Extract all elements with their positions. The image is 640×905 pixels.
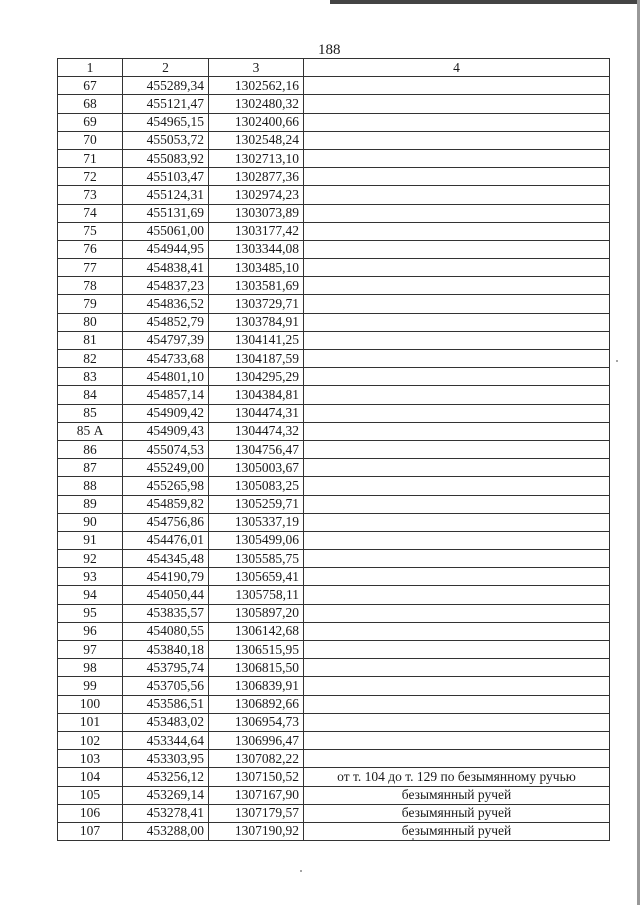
description-cell [304, 622, 610, 640]
x-coordinate-cell: 454190,79 [123, 568, 209, 586]
header-col-2: 2 [123, 59, 209, 77]
x-coordinate-cell: 455131,69 [123, 204, 209, 222]
description-cell: безымянный ручей [304, 822, 610, 840]
table-row [58, 804, 610, 822]
table-row [58, 768, 610, 786]
point-number-cell: 89 [58, 495, 123, 513]
description-cell [304, 586, 610, 604]
description-cell [304, 259, 610, 277]
x-coordinate-cell: 454838,41 [123, 259, 209, 277]
table-row [58, 277, 610, 295]
y-coordinate-cell: 1305003,67 [209, 459, 304, 477]
table-row [58, 204, 610, 222]
table-row [58, 622, 610, 640]
point-number-cell: 104 [58, 768, 123, 786]
description-cell [304, 204, 610, 222]
y-coordinate-cell: 1305585,75 [209, 550, 304, 568]
description-cell [304, 550, 610, 568]
table-row [58, 713, 610, 731]
table-row [58, 77, 610, 95]
table-row [58, 313, 610, 331]
point-number-cell: 84 [58, 386, 123, 404]
y-coordinate-cell: 1306839,91 [209, 677, 304, 695]
point-number-cell: 85 [58, 404, 123, 422]
x-coordinate-cell: 453586,51 [123, 695, 209, 713]
header-col-1: 1 [58, 59, 123, 77]
point-number-cell: 94 [58, 586, 123, 604]
y-coordinate-cell: 1304187,59 [209, 350, 304, 368]
point-number-cell: 82 [58, 350, 123, 368]
x-coordinate-cell: 453840,18 [123, 641, 209, 659]
table-row [58, 131, 610, 149]
table-row [58, 240, 610, 258]
x-coordinate-cell: 455121,47 [123, 95, 209, 113]
point-number-cell: 105 [58, 786, 123, 804]
point-number-cell: 69 [58, 113, 123, 131]
y-coordinate-cell: 1306892,66 [209, 695, 304, 713]
page-number: 188 [318, 42, 341, 58]
x-coordinate-cell: 454857,14 [123, 386, 209, 404]
point-number-cell: 73 [58, 186, 123, 204]
x-coordinate-cell: 455061,00 [123, 222, 209, 240]
point-number-cell: 78 [58, 277, 123, 295]
x-coordinate-cell: 454852,79 [123, 313, 209, 331]
description-cell [304, 95, 610, 113]
x-coordinate-cell: 453483,02 [123, 713, 209, 731]
table-row [58, 440, 610, 458]
table-row [58, 259, 610, 277]
description-cell [304, 568, 610, 586]
table-row [58, 477, 610, 495]
description-cell [304, 350, 610, 368]
y-coordinate-cell: 1306954,73 [209, 713, 304, 731]
table-row [58, 113, 610, 131]
point-number-cell: 97 [58, 641, 123, 659]
x-coordinate-cell: 454476,01 [123, 531, 209, 549]
table-row [58, 149, 610, 167]
x-coordinate-cell: 453256,12 [123, 768, 209, 786]
table-row [58, 513, 610, 531]
point-number-cell: 80 [58, 313, 123, 331]
y-coordinate-cell: 1304295,29 [209, 368, 304, 386]
y-coordinate-cell: 1306815,50 [209, 659, 304, 677]
point-number-cell: 71 [58, 149, 123, 167]
description-cell [304, 659, 610, 677]
x-coordinate-cell: 453278,41 [123, 804, 209, 822]
description-cell [304, 422, 610, 440]
y-coordinate-cell: 1304756,47 [209, 440, 304, 458]
y-coordinate-cell: 1307150,52 [209, 768, 304, 786]
description-cell [304, 641, 610, 659]
x-coordinate-cell: 455265,98 [123, 477, 209, 495]
point-number-cell: 95 [58, 604, 123, 622]
y-coordinate-cell: 1303581,69 [209, 277, 304, 295]
description-cell [304, 731, 610, 749]
table-row [58, 459, 610, 477]
y-coordinate-cell: 1304141,25 [209, 331, 304, 349]
y-coordinate-cell: 1306996,47 [209, 731, 304, 749]
table-row [58, 186, 610, 204]
point-number-cell: 100 [58, 695, 123, 713]
point-number-cell: 90 [58, 513, 123, 531]
description-cell [304, 149, 610, 167]
point-number-cell: 107 [58, 822, 123, 840]
y-coordinate-cell: 1302480,32 [209, 95, 304, 113]
point-number-cell: 92 [58, 550, 123, 568]
point-number-cell: 96 [58, 622, 123, 640]
x-coordinate-cell: 454909,43 [123, 422, 209, 440]
description-cell [304, 513, 610, 531]
table-row [58, 750, 610, 768]
point-number-cell: 74 [58, 204, 123, 222]
description-cell [304, 168, 610, 186]
x-coordinate-cell: 455074,53 [123, 440, 209, 458]
description-cell [304, 459, 610, 477]
point-number-cell: 88 [58, 477, 123, 495]
point-number-cell: 81 [58, 331, 123, 349]
y-coordinate-cell: 1307082,22 [209, 750, 304, 768]
x-coordinate-cell: 453269,14 [123, 786, 209, 804]
y-coordinate-cell: 1303073,89 [209, 204, 304, 222]
point-number-cell: 98 [58, 659, 123, 677]
description-cell [304, 495, 610, 513]
y-coordinate-cell: 1307167,90 [209, 786, 304, 804]
point-number-cell: 87 [58, 459, 123, 477]
description-cell [304, 240, 610, 258]
description-cell [304, 404, 610, 422]
description-cell: безымянный ручей [304, 804, 610, 822]
description-cell: безымянный ручей [304, 786, 610, 804]
point-number-cell: 103 [58, 750, 123, 768]
y-coordinate-cell: 1305499,06 [209, 531, 304, 549]
point-number-cell: 86 [58, 440, 123, 458]
table-row [58, 586, 610, 604]
table-row [58, 550, 610, 568]
table-row [58, 168, 610, 186]
y-coordinate-cell: 1305259,71 [209, 495, 304, 513]
x-coordinate-cell: 453288,00 [123, 822, 209, 840]
point-number-cell: 99 [58, 677, 123, 695]
description-cell [304, 713, 610, 731]
x-coordinate-cell: 454345,48 [123, 550, 209, 568]
point-number-cell: 101 [58, 713, 123, 731]
description-cell [304, 750, 610, 768]
description-cell [304, 331, 610, 349]
x-coordinate-cell: 453795,74 [123, 659, 209, 677]
point-number-cell: 106 [58, 804, 123, 822]
y-coordinate-cell: 1302877,36 [209, 168, 304, 186]
point-number-cell: 83 [58, 368, 123, 386]
header-col-4: 4 [304, 59, 610, 77]
x-coordinate-cell: 455083,92 [123, 149, 209, 167]
x-coordinate-cell: 454050,44 [123, 586, 209, 604]
table-row [58, 422, 610, 440]
point-number-cell: 76 [58, 240, 123, 258]
table-row [58, 386, 610, 404]
table-row [58, 604, 610, 622]
table-row [58, 531, 610, 549]
y-coordinate-cell: 1306515,95 [209, 641, 304, 659]
y-coordinate-cell: 1306142,68 [209, 622, 304, 640]
y-coordinate-cell: 1302400,66 [209, 113, 304, 131]
y-coordinate-cell: 1302562,16 [209, 77, 304, 95]
table-row [58, 641, 610, 659]
y-coordinate-cell: 1305337,19 [209, 513, 304, 531]
description-cell [304, 368, 610, 386]
description-cell [304, 186, 610, 204]
x-coordinate-cell: 454733,68 [123, 350, 209, 368]
y-coordinate-cell: 1304474,31 [209, 404, 304, 422]
coordinates-table [57, 58, 610, 841]
point-number-cell: 68 [58, 95, 123, 113]
point-number-cell: 67 [58, 77, 123, 95]
table-row [58, 368, 610, 386]
y-coordinate-cell: 1304384,81 [209, 386, 304, 404]
y-coordinate-cell: 1305758,11 [209, 586, 304, 604]
table-row [58, 295, 610, 313]
x-coordinate-cell: 454836,52 [123, 295, 209, 313]
x-coordinate-cell: 454944,95 [123, 240, 209, 258]
point-number-cell: 79 [58, 295, 123, 313]
x-coordinate-cell: 454965,15 [123, 113, 209, 131]
x-coordinate-cell: 453705,56 [123, 677, 209, 695]
description-cell [304, 677, 610, 695]
y-coordinate-cell: 1303344,08 [209, 240, 304, 258]
description-cell [304, 295, 610, 313]
y-coordinate-cell: 1302548,24 [209, 131, 304, 149]
table-row [58, 568, 610, 586]
point-number-cell: 75 [58, 222, 123, 240]
table-row [58, 731, 610, 749]
x-coordinate-cell: 453303,95 [123, 750, 209, 768]
header-col-3: 3 [209, 59, 304, 77]
x-coordinate-cell: 453344,64 [123, 731, 209, 749]
x-coordinate-cell: 454801,10 [123, 368, 209, 386]
x-coordinate-cell: 455249,00 [123, 459, 209, 477]
x-coordinate-cell: 455289,34 [123, 77, 209, 95]
x-coordinate-cell: 454756,86 [123, 513, 209, 531]
x-coordinate-cell: 454080,55 [123, 622, 209, 640]
table-row [58, 350, 610, 368]
table-header-row [58, 59, 610, 77]
x-coordinate-cell: 455103,47 [123, 168, 209, 186]
description-cell [304, 695, 610, 713]
point-number-cell: 93 [58, 568, 123, 586]
table-row [58, 677, 610, 695]
description-cell [304, 604, 610, 622]
y-coordinate-cell: 1305897,20 [209, 604, 304, 622]
x-coordinate-cell: 454909,42 [123, 404, 209, 422]
description-cell [304, 440, 610, 458]
x-coordinate-cell: 454859,82 [123, 495, 209, 513]
scan-speck [616, 360, 618, 362]
description-cell [304, 113, 610, 131]
y-coordinate-cell: 1307179,57 [209, 804, 304, 822]
table-row [58, 222, 610, 240]
scan-shadow-top [330, 0, 640, 4]
point-number-cell: 85 А [58, 422, 123, 440]
point-number-cell: 77 [58, 259, 123, 277]
description-cell [304, 277, 610, 295]
y-coordinate-cell: 1307190,92 [209, 822, 304, 840]
description-cell: от т. 104 до т. 129 по безымянному ручью [304, 768, 610, 786]
y-coordinate-cell: 1304474,32 [209, 422, 304, 440]
point-number-cell: 72 [58, 168, 123, 186]
table-row [58, 331, 610, 349]
description-cell [304, 386, 610, 404]
scan-speck [412, 838, 414, 840]
y-coordinate-cell: 1303485,10 [209, 259, 304, 277]
description-cell [304, 477, 610, 495]
point-number-cell: 91 [58, 531, 123, 549]
description-cell [304, 531, 610, 549]
x-coordinate-cell: 455124,31 [123, 186, 209, 204]
y-coordinate-cell: 1303784,91 [209, 313, 304, 331]
table-row [58, 822, 610, 840]
x-coordinate-cell: 454837,23 [123, 277, 209, 295]
table-row [58, 404, 610, 422]
y-coordinate-cell: 1303729,71 [209, 295, 304, 313]
table-row [58, 659, 610, 677]
table-body [58, 77, 610, 841]
table-row [58, 495, 610, 513]
description-cell [304, 313, 610, 331]
scan-speck [300, 870, 302, 872]
y-coordinate-cell: 1302713,10 [209, 149, 304, 167]
y-coordinate-cell: 1302974,23 [209, 186, 304, 204]
description-cell [304, 222, 610, 240]
description-cell [304, 131, 610, 149]
table-row [58, 786, 610, 804]
point-number-cell: 102 [58, 731, 123, 749]
table-row [58, 695, 610, 713]
y-coordinate-cell: 1305083,25 [209, 477, 304, 495]
table-row [58, 95, 610, 113]
y-coordinate-cell: 1305659,41 [209, 568, 304, 586]
x-coordinate-cell: 455053,72 [123, 131, 209, 149]
x-coordinate-cell: 454797,39 [123, 331, 209, 349]
x-coordinate-cell: 453835,57 [123, 604, 209, 622]
y-coordinate-cell: 1303177,42 [209, 222, 304, 240]
point-number-cell: 70 [58, 131, 123, 149]
description-cell [304, 77, 610, 95]
